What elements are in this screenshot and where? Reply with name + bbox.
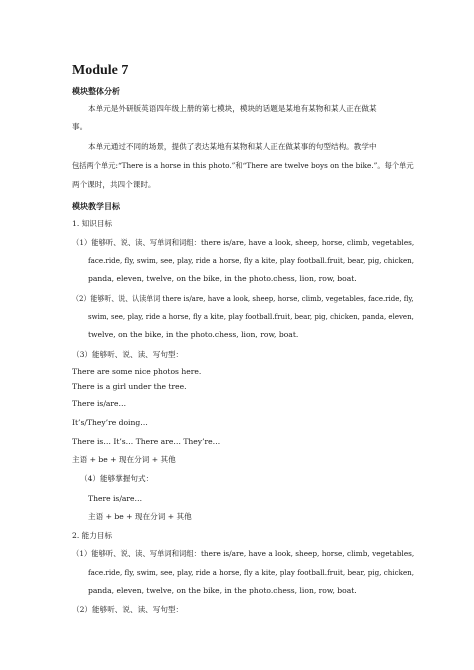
analysis-line: 本单元通过不同的场景，提供了表达某地有某物和某人正在做某事的句型结构。教学中 bbox=[88, 142, 377, 151]
knowledge-item-2-cont: twelve, on the bike, in the photo.chess, lion, row, boat. bbox=[88, 330, 299, 339]
ability-item-2: （2）能够听、说、读、写句型： bbox=[72, 605, 184, 614]
sentence-pattern: There is… It’s… There are… They’re… bbox=[72, 437, 221, 446]
sentence-pattern: There is a girl under the tree. bbox=[72, 382, 187, 391]
analysis-line: 本单元是外研版英语四年级上册的第七模块，模块的话题是某地有某物和某人正在做某 bbox=[88, 104, 377, 113]
analysis-line: 事。 bbox=[72, 122, 88, 131]
subsection-ability: 2. 能力目标 bbox=[72, 531, 113, 540]
section-heading-analysis: 模块整体分析 bbox=[72, 86, 120, 96]
knowledge-item-1: （1）能够听、说、读、写单词和词组：there is/are, have a look, sheep, horse, climb, vegetables, bbox=[72, 238, 415, 247]
sentence-pattern: 主语 + be + 现在分词 + 其他 bbox=[72, 455, 176, 464]
analysis-line: 包括两个单元:“There is a horse in this photo.”和“There are twelve boys on the bike.”。每个单元 bbox=[72, 161, 414, 170]
sentence-pattern: There is/are… bbox=[72, 399, 127, 408]
ability-item-1-cont: face.ride, fly, swim, see, play, ride a horse, fly a kite, play football.fruit, bear, pig, chicken, bbox=[88, 568, 415, 577]
sentence-pattern: It’s/They’re doing… bbox=[72, 418, 148, 427]
knowledge-item-2-cont: swim, see, play, ride a horse, fly a kite, play football.fruit, bear, pig, chicken, panda, eleven, bbox=[88, 312, 414, 321]
sentence-pattern: There are some nice photos here. bbox=[72, 367, 202, 376]
knowledge-item-1-cont: panda, eleven, twelve, on the bike, in the photo.chess, lion, row, boat. bbox=[88, 274, 357, 283]
knowledge-item-3: （3）能够听、说、读、写句型： bbox=[72, 350, 184, 359]
sentence-pattern: There is/are… bbox=[88, 494, 143, 503]
section-heading-goals: 模块教学目标 bbox=[72, 201, 120, 211]
knowledge-item-2: （2）能够听、说、认读单词 there is/are, have a look, sheep, horse, climb, vegetables, face.ride, fly, bbox=[72, 294, 414, 303]
subsection-knowledge: 1. 知识目标 bbox=[72, 219, 113, 228]
module-title: Module 7 bbox=[72, 63, 129, 78]
knowledge-item-4: （4）能够掌握句式： bbox=[80, 474, 154, 483]
ability-item-1-cont: panda, eleven, twelve, on the bike, in the photo.chess, lion, row, boat. bbox=[88, 586, 357, 595]
ability-item-1: （1）能够听、说、读、写单词和词组：there is/are, have a look, sheep, horse, climb, vegetables, bbox=[72, 549, 415, 558]
knowledge-item-1-cont: face.ride, fly, swim, see, play, ride a horse, fly a kite, play football.fruit, bear, pig, chicken, bbox=[88, 256, 415, 265]
analysis-line: 两个课时，共四个课时。 bbox=[72, 180, 156, 189]
sentence-pattern: 主语 + be + 现在分词 + 其他 bbox=[88, 512, 192, 521]
